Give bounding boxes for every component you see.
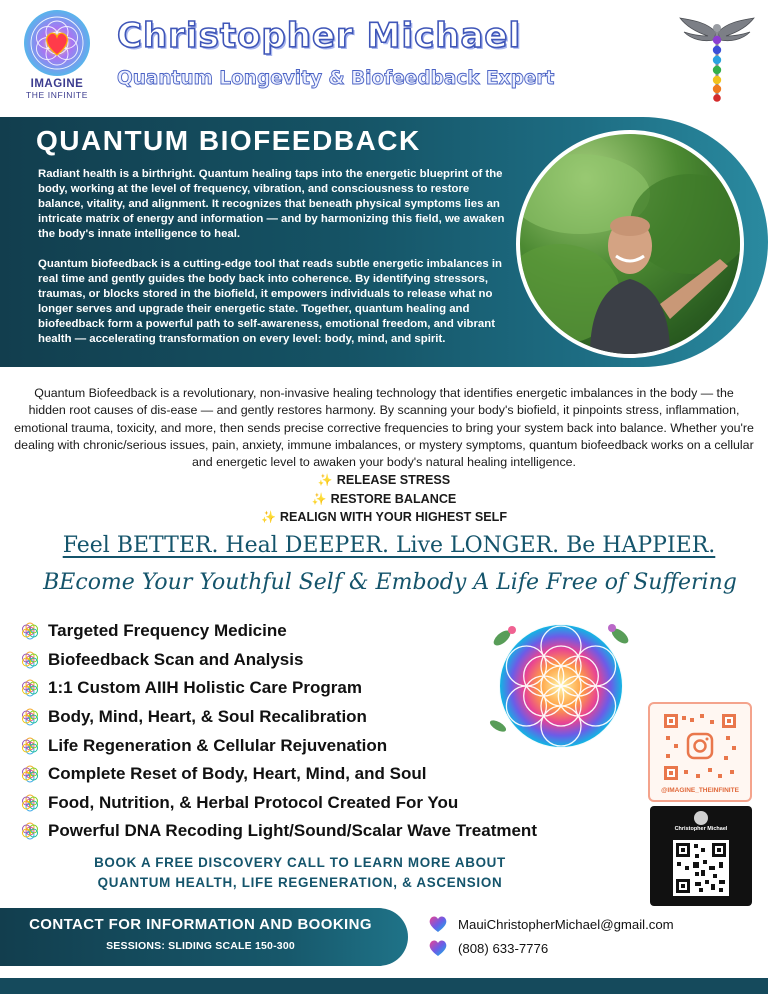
headline: Feel BETTER. Heal DEEPER. Live LONGER. Be HAPPIER. bbox=[62, 533, 716, 558]
logo-subtext: THE INFINITE bbox=[26, 90, 88, 100]
service-label: Complete Reset of Body, Heart, Mind, and Soul bbox=[48, 764, 427, 784]
imagine-the-infinite-logo bbox=[20, 8, 94, 104]
cta-line-2: QUANTUM HEALTH, LIFE REGENERATION, & ASCENSION bbox=[97, 875, 503, 890]
highlight-label: RELEASE STRESS bbox=[336, 473, 451, 487]
service-label: 1:1 Custom AIIH Holistic Care Program bbox=[48, 678, 362, 698]
discovery-call-cta bbox=[90, 853, 510, 893]
practitioner-name: Christopher Michael bbox=[117, 16, 522, 56]
highlight-label: RESTORE BALANCE bbox=[330, 491, 457, 506]
flower-of-life-icon bbox=[20, 678, 40, 698]
sparkle-icon: ✨ bbox=[260, 510, 276, 524]
flower-of-life-heart-icon bbox=[22, 8, 92, 78]
rainbow-flower-of-life-icon bbox=[484, 608, 638, 764]
flower-of-life-icon bbox=[20, 621, 40, 641]
flower-of-life-icon bbox=[20, 793, 40, 813]
service-label: Life Regeneration & Cellular Rejuvenation bbox=[48, 735, 388, 755]
sparkle-icon: ✨ bbox=[311, 491, 327, 506]
service-item bbox=[20, 789, 630, 818]
practitioner-tagline: Quantum Longevity & Biofeedback Expert bbox=[117, 68, 555, 89]
highlight-item bbox=[0, 490, 768, 509]
contact-title: CONTACT FOR INFORMATION AND BOOKING bbox=[29, 916, 372, 933]
banner-paragraph-1: Radiant health is a birthright. Quantum healing taps into the energetic blueprint of the body, working at the level of frequency, vibration, and consciousness to restore balance, vitality, and alignment. It recognizes that beneath physical symptoms lies an intricate matrix of energy and information — and by harmonizing this field, we awaken the body's innate intelligence to heal. bbox=[38, 168, 505, 240]
logo-wordmark: IMAGINE bbox=[30, 78, 84, 90]
banner-title: QUANTUM BIOFEEDBACK bbox=[36, 125, 421, 156]
banner-paragraph-2: Quantum biofeedback is a cutting-edge tool that reads subtle energetic imbalances in real time and gently guides the body back into coherence. By identifying stressors, traumas, or blocks stored in the biofield, it empowers individuals to release what no longer serves and upgrade their energetic state. Together, quantum healing and biofeedback form a powerful path to self-awareness, emotional freedom, and vibrant health — accelerating transformation on every level: body, mind, and spirit. bbox=[38, 258, 502, 345]
phone-link[interactable]: (808) 633-7776 bbox=[458, 940, 549, 956]
qr-card-name: Christopher Michael bbox=[674, 826, 728, 832]
highlights-list bbox=[0, 471, 768, 527]
cta-line-1: BOOK A FREE DISCOVERY CALL TO LEARN MORE ABOUT bbox=[94, 855, 506, 870]
heart-icon bbox=[428, 915, 448, 933]
email-link[interactable]: MauiChristopherMichael@gmail.com bbox=[458, 916, 674, 932]
portrait-photo bbox=[516, 130, 744, 358]
phone-contact bbox=[428, 939, 548, 957]
service-label: Body, Mind, Heart, & Soul Recalibration bbox=[48, 707, 367, 727]
service-item bbox=[20, 760, 630, 789]
instagram-qr-code[interactable] bbox=[648, 702, 752, 802]
contact-subtitle: SESSIONS: SLIDING SCALE 150-300 bbox=[106, 940, 295, 952]
highlight-label: REALIGN WITH YOUR HIGHEST SELF bbox=[279, 510, 508, 524]
highlight-item bbox=[0, 471, 768, 490]
flower-of-life-icon bbox=[20, 650, 40, 670]
heart-icon bbox=[428, 939, 448, 957]
instagram-handle: @IMAGINE_THEINFINITE bbox=[661, 787, 739, 794]
contact-card-qr-code[interactable] bbox=[650, 806, 752, 906]
flower-of-life-icon bbox=[20, 764, 40, 784]
email-contact bbox=[428, 915, 674, 933]
service-label: Food, Nutrition, & Herbal Protocol Created For You bbox=[48, 792, 459, 812]
sparkle-icon: ✨ bbox=[317, 473, 333, 487]
highlight-item bbox=[0, 508, 768, 527]
subheadline: BEcome Your Youthful Self & Embody A Life Free of Suffering bbox=[43, 570, 737, 595]
service-label: Powerful DNA Recoding Light/Sound/Scalar Wave Treatment bbox=[48, 821, 537, 841]
bottom-bar bbox=[0, 978, 768, 994]
winged-caduceus-chakra-icon bbox=[678, 14, 756, 102]
service-label: Targeted Frequency Medicine bbox=[48, 621, 287, 641]
flower-of-life-icon bbox=[20, 707, 40, 727]
service-item bbox=[20, 817, 630, 846]
flower-of-life-icon bbox=[20, 736, 40, 756]
flower-of-life-icon bbox=[20, 821, 40, 841]
intro-paragraph: Quantum Biofeedback is a revolutionary, non-invasive healing technology that identifies energetic imbalances in the body — the hidden root causes of dis-ease — and gently restores harmony. By scanning your body's biofield, it pinpoints stress, inflammation, emotional trauma, toxicity, and more, then sends precise corrective frequencies to bring your system back into balance. Whether you're dealing with chronic/serious issues, pain, anxiety, immune imbalances, or mystery symptoms, quantum biofeedback works on a cellular and energetic level to awaken your body's natural healing intelligence. bbox=[14, 386, 754, 470]
service-label: Biofeedback Scan and Analysis bbox=[48, 649, 304, 669]
